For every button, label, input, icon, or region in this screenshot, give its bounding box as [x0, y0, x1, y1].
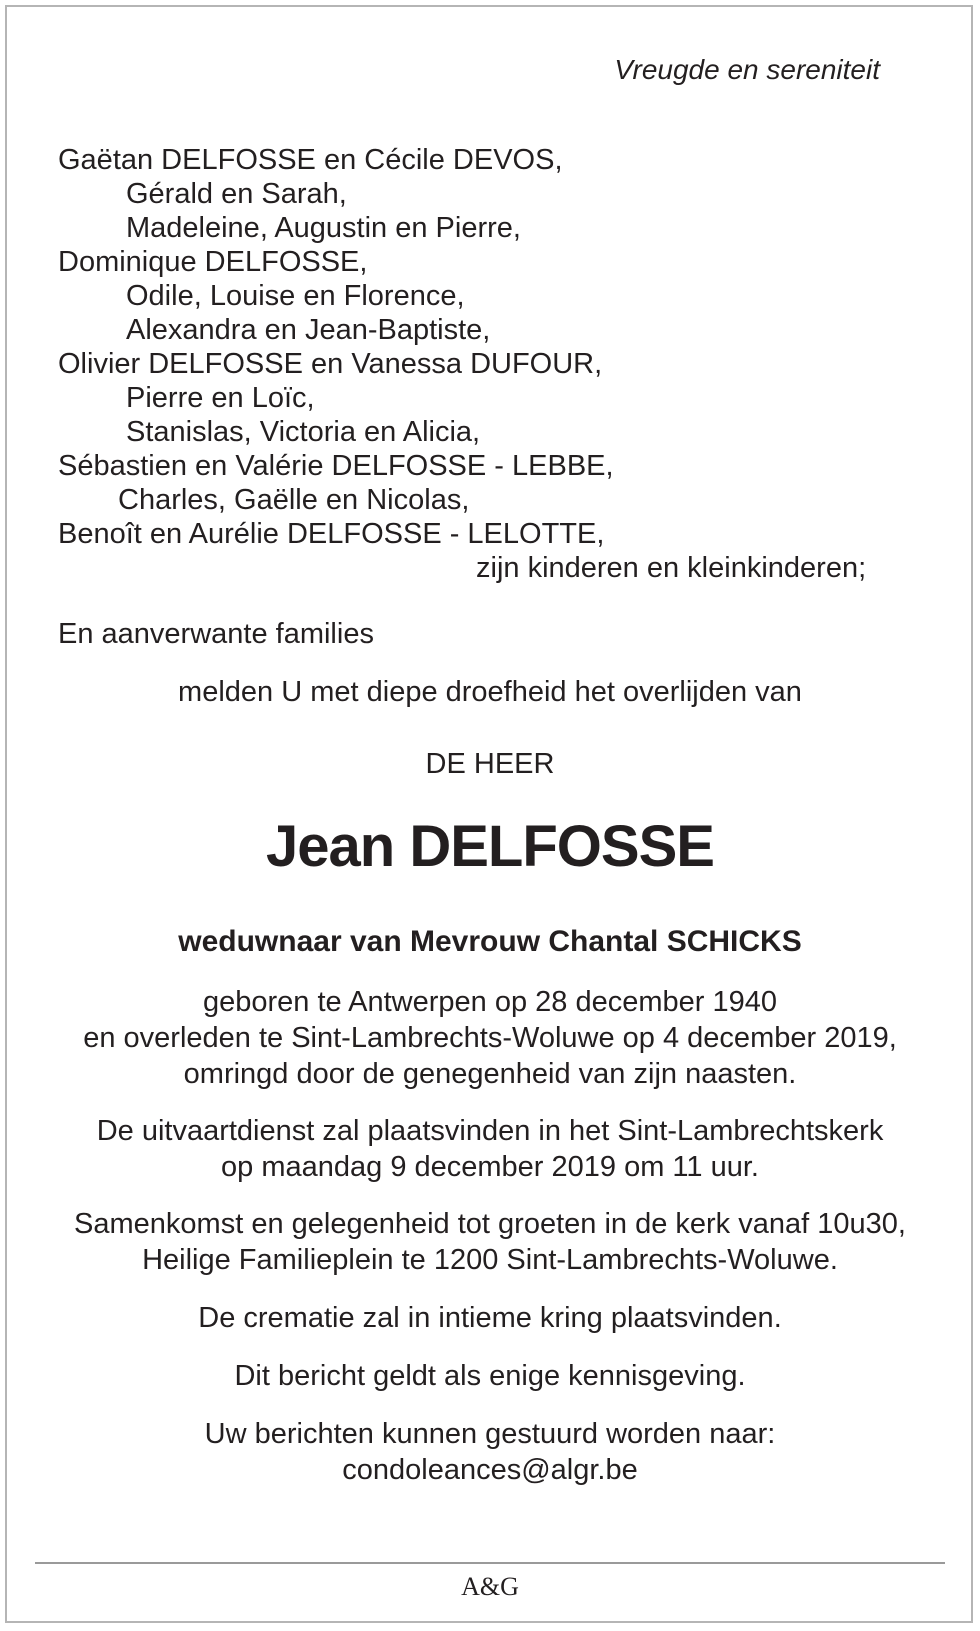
messages-line: Uw berichten kunnen gestuurd worden naar: — [204, 1418, 776, 1450]
family-line: Gérald en Sarah, — [126, 178, 347, 210]
family-line: Madeleine, Augustin en Pierre, — [126, 212, 521, 244]
birth-line: geboren te Antwerpen op 28 december 1940 — [203, 986, 777, 1018]
family-line: Sébastien en Valérie DELFOSSE - LEBBE, — [58, 450, 614, 482]
family-line: Odile, Louise en Florence, — [126, 280, 465, 312]
family-line: Pierre en Loïc, — [126, 382, 315, 414]
family-line: Dominique DELFOSSE, — [58, 246, 368, 278]
relation-line: zijn kinderen en kleinkinderen; — [476, 552, 867, 584]
death-line: en overleden te Sint-Lambrechts-Woluwe op 4 december 2019, — [83, 1022, 897, 1054]
honorific: DE HEER — [425, 748, 555, 780]
family-line: Gaëtan DELFOSSE en Cécile DEVOS, — [58, 144, 563, 176]
service-date-line: op maandag 9 december 2019 om 11 uur. — [221, 1151, 759, 1183]
family-line: Charles, Gaëlle en Nicolas, — [118, 484, 470, 516]
cremation-line: De crematie zal in intieme kring plaatsvinden. — [198, 1302, 782, 1334]
family-line: Alexandra en Jean-Baptiste, — [126, 314, 491, 346]
announcement: melden U met diepe droefheid het overlijden van — [178, 676, 802, 708]
family-line: Olivier DELFOSSE en Vanessa DUFOUR, — [58, 348, 603, 380]
family-line: Benoît en Aurélie DELFOSSE - LELOTTE, — [58, 518, 605, 550]
surrounded-line: omringd door de genegenheid van zijn naasten. — [183, 1058, 797, 1090]
service-line: De uitvaartdienst zal plaatsvinden in het Sint-Lambrechtskerk — [96, 1115, 884, 1147]
condolence-email[interactable]: condoleances@algr.be — [342, 1454, 638, 1486]
gathering-line: Samenkomst en gelegenheid tot groeten in de kerk vanaf 10u30, — [74, 1208, 906, 1240]
deceased-name: Jean DELFOSSE — [266, 814, 714, 879]
divider — [35, 1562, 945, 1564]
widower-line: weduwnaar van Mevrouw Chantal SCHICKS — [178, 925, 802, 958]
notice-line: Dit bericht geldt als enige kennisgeving. — [234, 1360, 746, 1392]
families-line: En aanverwante families — [58, 618, 374, 650]
motto: Vreugde en sereniteit — [614, 54, 880, 85]
family-line: Stanislas, Victoria en Alicia, — [126, 416, 481, 448]
publisher-logo: A&G — [461, 1572, 519, 1601]
gathering-address-line: Heilige Familieplein te 1200 Sint-Lambrechts-Woluwe. — [142, 1244, 838, 1276]
